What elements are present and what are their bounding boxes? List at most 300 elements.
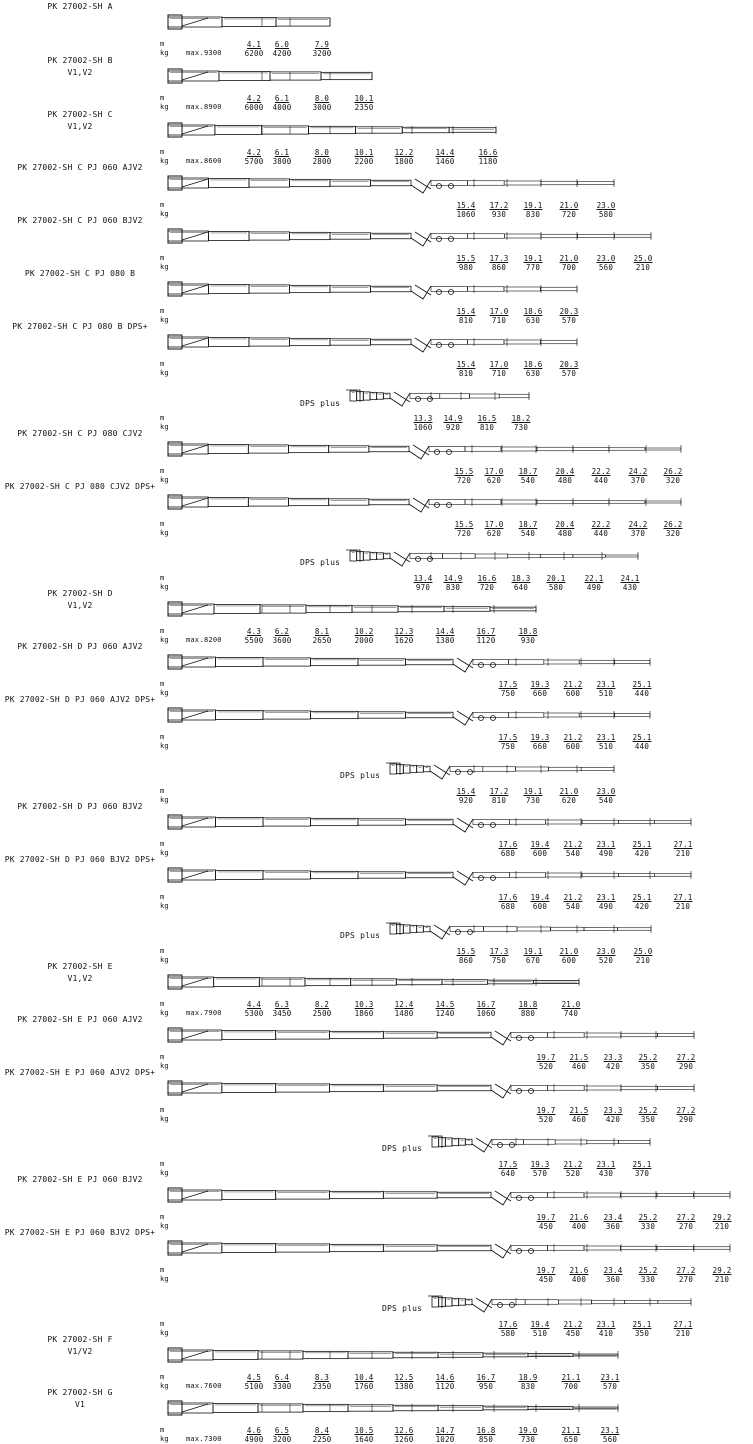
jib-joint [416,557,421,562]
crane-boom-drawing [168,655,650,672]
boom-section [306,605,352,612]
reach-value: 27.1 [673,1320,693,1329]
jib-section [548,1193,585,1198]
jib-joint [491,823,496,828]
jib-section [525,1300,558,1305]
reach-value: 6.4 [274,1373,290,1382]
reach-value: 16.7 [476,1373,496,1382]
boom-section [358,872,406,878]
max-load-value: 7600 [204,1382,222,1390]
jib-joint [428,397,433,402]
load-value: 330 [640,1222,656,1231]
boom-section [248,445,288,453]
reach-value: 19.1 [523,947,543,956]
crane-boom-drawing [168,1401,618,1415]
load-value: 600 [565,689,581,698]
jib-section [440,394,470,399]
max-load-value: 7300 [204,1435,222,1443]
jib-joint [437,343,442,348]
jib-joint [479,716,484,721]
reach-value: 4.2 [246,94,262,103]
load-value: 320 [665,476,681,485]
model-title: PK 27002-SH E PJ 060 BJV2 [17,1175,143,1184]
load-value: 1620 [394,636,414,645]
load-value: 880 [520,1009,536,1018]
load-value: 210 [675,902,691,911]
load-value: 540 [598,796,614,805]
reach-value: 19.4 [530,1320,550,1329]
reach-value: 26.2 [663,520,683,529]
load-value: 520 [565,1169,581,1178]
reach-value: 12.5 [394,1373,414,1382]
load-value: 2200 [354,157,374,166]
reach-value: 17.0 [484,520,504,529]
load-value: 860 [458,956,474,965]
boom-section [276,1244,330,1252]
unit-kg-label: kg [160,423,169,431]
reach-value: 22.2 [591,467,611,476]
crane-boom-drawing [386,763,614,779]
reach-value: 12.4 [394,1000,414,1009]
reach-value: 25.2 [638,1053,658,1062]
jib-section [501,447,537,451]
reach-value: 19.7 [536,1053,556,1062]
load-value: 730 [525,796,541,805]
jib-knuckle [491,1085,511,1098]
boom-section [303,1404,348,1411]
boom-cylinder [182,1404,208,1412]
model-title: PK 27002-SH E PJ 060 AJV2 DPS+ [4,1068,156,1077]
model-title: PK 27002-SH D [47,589,113,598]
load-value: 750 [500,742,516,751]
reach-value: 17.6 [498,1320,518,1329]
boom-section [263,871,311,879]
jib-section [592,1300,625,1304]
reach-value: 20.1 [546,574,566,583]
reach-value: 12.2 [394,148,414,157]
boom-section [321,72,372,79]
crane-boom-drawing [168,495,681,512]
boom-section [465,1299,472,1305]
reach-value: 19.4 [530,893,550,902]
load-value: 830 [445,583,461,592]
unit-m-label: m [160,1266,165,1274]
jib-knuckle [453,712,473,725]
jib-section [540,555,573,558]
reach-value: 21.2 [563,893,583,902]
unit-m-label: m [160,627,165,635]
boom-section [423,926,430,932]
crane-boom-drawing [168,123,496,137]
jib-joint [456,930,461,935]
boom-section [303,1351,348,1358]
load-value: 640 [500,1169,516,1178]
jib-joint [517,1196,522,1201]
boom-section [309,126,356,133]
reach-value: 16.7 [476,627,496,636]
reach-value: 23.0 [596,947,616,956]
jib-section [541,287,578,291]
jib-section [584,928,618,931]
jib-section [509,873,545,878]
unit-kg-label: kg [160,103,169,111]
jib-knuckle [491,1032,511,1045]
jib-section [655,874,691,877]
dps-plus-label: DPS plus [340,931,381,940]
jib-section [492,1300,525,1305]
load-value: 5700 [244,157,264,166]
jib-section [546,873,582,877]
unit-m-label: m [160,787,165,795]
boom-section [483,1406,528,1410]
boom-section [311,711,359,718]
load-value: 650 [563,1435,579,1444]
jib-section [410,394,440,399]
jib-section [655,821,691,824]
reach-value: 21.0 [559,254,579,263]
model-title: PK 27002-SH C [47,110,113,119]
reach-value: 21.2 [563,840,583,849]
reach-value: 15.5 [454,467,474,476]
jib-knuckle [409,499,429,512]
boom-cylinder [182,338,208,346]
reach-value: 25.2 [638,1213,658,1222]
model-title: PK 27002-SH F [47,1335,113,1344]
boom-cylinder [182,1191,208,1199]
reach-value: 17.5 [498,733,518,742]
jib-section [579,660,614,664]
jib-section [618,928,652,931]
boom-section [406,659,454,665]
jib-section [548,1086,585,1091]
reach-value: 19.1 [523,201,543,210]
load-value: 430 [598,1169,614,1178]
boom-section [490,607,536,611]
reach-value: 16.7 [476,1000,496,1009]
model-variant: V1,V2 [67,601,93,610]
model-title: PK 27002-SH C PJ 060 AJV2 [17,163,143,172]
reach-value: 23.0 [596,254,616,263]
load-value: 1640 [354,1435,374,1444]
load-value: 5100 [244,1382,264,1391]
load-value: 370 [630,529,646,538]
jib-section [551,927,585,931]
jib-joint [491,663,496,668]
jib-section [544,660,579,664]
jib-section [544,713,579,717]
boom-section [330,1191,384,1198]
reach-value: 17.6 [498,893,518,902]
boom-section [311,871,359,878]
jib-section [573,501,609,504]
jib-section [450,927,484,932]
reach-value: 20.4 [555,520,575,529]
unit-kg-label: kg [160,1435,169,1443]
reach-value: 21.2 [563,680,583,689]
boom-cylinder [182,232,208,240]
jib-joint [491,716,496,721]
jib-section [508,660,543,665]
boom-section [371,286,412,292]
load-value: 4200 [272,49,292,58]
load-value: 720 [456,529,472,538]
reach-value: 23.1 [596,680,616,689]
jib-joint [456,770,461,775]
reach-value: 22.2 [591,520,611,529]
crane-boom-drawing [428,1136,650,1152]
load-value: 700 [561,263,577,272]
crane-boom-drawing [168,1188,730,1205]
load-value: 1060 [476,1009,496,1018]
load-value: 930 [520,636,536,645]
reach-value: 16.6 [477,574,497,583]
reach-value: 10.2 [354,627,374,636]
load-value: 540 [520,529,536,538]
crane-boom-drawing [168,975,579,989]
unit-kg-label: kg [160,49,169,57]
load-value: 360 [605,1222,621,1231]
boom-section [276,1191,330,1199]
load-value: 970 [415,583,431,592]
boom-section [452,1138,459,1145]
unit-m-label: m [160,201,165,209]
reach-value: 27.2 [676,1266,696,1275]
boom-cylinder [182,72,208,80]
unit-kg-label: kg [160,742,169,750]
jib-section [657,1087,694,1090]
boom-section [249,179,290,187]
jib-section [541,181,578,185]
max-load-value: 8600 [204,157,222,165]
load-value: 510 [598,742,614,751]
reach-value: 12.3 [394,627,414,636]
load-value: 1800 [394,157,414,166]
load-value: 670 [525,956,541,965]
model-title: PK 27002-SH A [47,2,113,11]
load-value: 270 [678,1275,694,1284]
load-value: 1060 [413,423,433,432]
jib-section [541,340,578,344]
load-value: 540 [520,476,536,485]
reach-value: 18.6 [523,307,543,316]
reach-value: 4.1 [246,40,262,49]
load-value: 600 [565,742,581,751]
reach-value: 27.2 [676,1053,696,1062]
unit-m-label: m [160,1320,165,1328]
jib-section [615,714,650,717]
load-value: 860 [491,263,507,272]
unit-m-label: m [160,733,165,741]
dps-plus-label: DPS plus [300,558,341,567]
boom-section [249,338,290,346]
load-value: 620 [561,796,577,805]
load-value: 350 [640,1115,656,1124]
boom-section [248,498,288,506]
boom-section [410,765,417,772]
load-value: 720 [479,583,495,592]
reach-value: 18.7 [518,520,538,529]
reach-value: 24.1 [620,574,640,583]
boom-section [444,607,490,612]
boom-cylinder [182,658,208,666]
jib-section [509,820,545,825]
jib-knuckle [411,339,431,352]
crane-boom-drawing [168,69,372,83]
load-value: 920 [445,423,461,432]
boom-cylinder [182,179,208,187]
reach-value: 15.4 [456,360,476,369]
boom-section [305,978,351,985]
boom-section [348,1405,393,1411]
boom-section [437,1192,491,1198]
boom-section [383,1085,437,1091]
max-prefix: max. [186,1435,204,1443]
reach-value: 25.1 [632,840,652,849]
boom-section [403,925,410,933]
load-value: 580 [548,583,564,592]
jib-section [621,1033,658,1037]
reach-value: 25.1 [632,680,652,689]
boom-section [383,1032,437,1038]
boom-section [459,1299,466,1305]
reach-value: 23.0 [596,787,616,796]
load-value: 680 [500,849,516,858]
reach-value: 8.0 [314,94,330,103]
load-value: 580 [500,1329,516,1338]
load-value: 1120 [435,1382,455,1391]
unit-kg-label: kg [160,636,169,644]
boom-section [393,1405,438,1411]
reach-value: 13.3 [413,414,433,423]
reach-value: 21.5 [569,1053,589,1062]
jib-section [504,234,541,238]
reach-value: 16.8 [476,1426,496,1435]
jib-joint [529,1249,534,1254]
load-value: 440 [634,689,650,698]
reach-value: 14.7 [435,1426,455,1435]
reach-value: 19.0 [518,1426,538,1435]
load-value: 270 [678,1222,694,1231]
jib-section [645,448,681,450]
boom-section [358,659,406,665]
load-value: 2000 [354,636,374,645]
jib-section [657,1247,694,1250]
crane-boom-drawing [168,229,651,246]
reach-value: 23.4 [603,1266,623,1275]
jib-section [625,1301,658,1304]
jib-section [645,501,681,503]
boom-section [371,180,412,186]
reach-value: 4.2 [246,148,262,157]
jib-joint [447,450,452,455]
boom-cylinder [182,1031,208,1039]
load-value: 830 [525,210,541,219]
reach-value: 27.1 [673,893,693,902]
boom-section [263,658,311,666]
boom-section [358,712,406,718]
jib-section [501,500,537,504]
boom-cylinder [182,285,208,293]
boom-section [258,1404,303,1412]
load-value: 730 [520,1435,536,1444]
reach-value: 27.1 [673,840,693,849]
unit-m-label: m [160,1373,165,1381]
load-value: 810 [458,316,474,325]
reach-value: 14.4 [435,627,455,636]
model-title: PK 27002-SH C PJ 080 CJV2 [17,429,143,438]
load-value: 730 [513,423,529,432]
load-value: 720 [561,210,577,219]
boom-section [423,766,430,772]
max-prefix: max. [186,157,204,165]
reach-value: 21.6 [569,1266,589,1275]
jib-section [618,874,654,877]
unit-kg-label: kg [160,369,169,377]
unit-m-label: m [160,467,165,475]
load-value: 370 [630,476,646,485]
jib-section [508,713,543,718]
unit-m-label: m [160,1000,165,1008]
load-value: 570 [602,1382,618,1391]
reach-value: 23.1 [596,893,616,902]
reach-value: 17.0 [489,360,509,369]
reach-value: 21.2 [563,1320,583,1329]
max-prefix: max. [186,49,204,57]
unit-m-label: m [160,680,165,688]
load-value: 490 [586,583,602,592]
crane-boom-drawing [168,868,691,885]
unit-kg-label: kg [160,529,169,537]
reach-value: 19.7 [536,1106,556,1115]
unit-m-label: m [160,574,165,582]
jib-section [504,340,541,344]
jib-joint [449,343,454,348]
boom-section [330,1084,384,1091]
unit-kg-label: kg [160,157,169,165]
jib-joint [435,450,440,455]
unit-kg-label: kg [160,1382,169,1390]
jib-knuckle [491,1192,511,1205]
jib-section [537,500,573,504]
crane-boom-drawing [168,282,577,299]
boom-section [311,818,359,825]
reach-value: 22.1 [584,574,604,583]
boom-section [260,605,306,613]
boom-section [290,285,331,292]
load-value: 320 [665,529,681,538]
load-value: 1380 [394,1382,414,1391]
load-value: 3300 [272,1382,292,1391]
jib-section [621,1246,658,1250]
model-title: PK 27002-SH E PJ 060 BJV2 DPS+ [4,1228,156,1237]
jib-joint [517,1036,522,1041]
reach-value: 15.4 [456,201,476,210]
load-value: 710 [491,316,507,325]
reach-value: 23.1 [596,1320,616,1329]
reach-value: 26.2 [663,467,683,476]
unit-kg-label: kg [160,796,169,804]
reach-value: 25.1 [632,1160,652,1169]
jib-knuckle [472,1299,492,1312]
jib-section [537,447,573,451]
load-value: 980 [458,263,474,272]
model-title: PK 27002-SH D PJ 060 BJV2 [17,802,143,811]
load-value: 420 [605,1115,621,1124]
load-value: 1480 [394,1009,414,1018]
unit-kg-label: kg [160,1009,169,1017]
load-value: 660 [532,689,548,698]
boom-section [311,658,359,665]
